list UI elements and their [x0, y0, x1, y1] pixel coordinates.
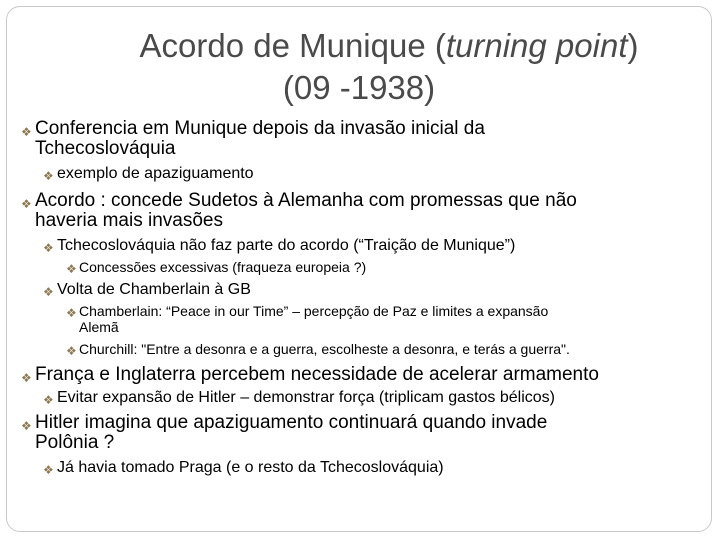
bullet-text: Hitler imagina que apaziguamento continuará quando invade	[35, 412, 548, 433]
bullet-text: Conferencia em Munique depois da invasão inicial da	[35, 118, 485, 139]
bullet-icon: ❖	[66, 262, 77, 276]
bullet-item	[66, 303, 549, 335]
title-line-2: (09 -1938)	[282, 69, 436, 106]
bullet-item	[21, 412, 548, 453]
bullet-icon: ❖	[21, 371, 32, 385]
bullet-item	[21, 190, 577, 231]
bullet-text-continued: Alemã	[79, 319, 119, 335]
bullet-text: Tchecoslováquia não faz parte do acordo (“Traição de Munique”)	[57, 237, 516, 254]
title-text-suffix: )	[627, 27, 639, 64]
bullet-text-continued: Tchecoslováquia	[35, 138, 176, 159]
bullet-item	[21, 118, 485, 159]
bullet-text: Concessões excessivas (fraqueza europeia ?)	[79, 259, 367, 275]
bullet-item	[43, 281, 251, 299]
slide	[6, 6, 712, 532]
bullet-icon: ❖	[66, 344, 77, 358]
bullet-text: Volta de Chamberlain à GB	[57, 281, 251, 298]
bullet-item	[21, 364, 599, 385]
bullet-text: Churchill: "Entre a desonra e a guerra, escolheste a desonra, e terás a guerra".	[79, 341, 570, 357]
bullet-item	[66, 341, 570, 358]
bullet-icon: ❖	[21, 197, 32, 211]
bullet-item	[43, 237, 516, 255]
bullet-text: Chamberlain: “Peace in our Time” – percepção de Paz e limites a expansão	[79, 303, 549, 319]
bullet-icon: ❖	[43, 393, 54, 407]
bullet-text-continued: haveria mais invasões	[35, 210, 223, 231]
bullet-text: Acordo : concede Sudetos à Alemanha com promessas que não	[35, 190, 577, 211]
bullet-icon: ❖	[43, 241, 54, 255]
title-line-1	[7, 25, 711, 67]
bullet-text: Evitar expansão de Hitler – demonstrar força (triplicam gastos bélicos)	[57, 389, 555, 406]
bullet-icon: ❖	[43, 463, 54, 477]
bullet-item	[43, 389, 555, 407]
bullet-icon: ❖	[21, 419, 32, 433]
bullet-item	[66, 259, 367, 276]
bullet-icon: ❖	[21, 125, 32, 139]
title-text: Acordo de Munique (	[139, 27, 446, 64]
bullet-item	[43, 459, 444, 477]
bullet-text: exemplo de apaziguamento	[57, 165, 254, 182]
bullet-text: França e Inglaterra percebem necessidade de acelerar armamento	[35, 364, 599, 385]
bullet-item	[43, 165, 254, 183]
bullet-icon: ❖	[43, 285, 54, 299]
bullet-text-continued: Polônia ?	[35, 432, 115, 453]
slide-title	[7, 25, 711, 109]
bullet-icon: ❖	[43, 169, 54, 183]
bullet-icon: ❖	[66, 306, 77, 320]
bullet-text: Já havia tomado Praga (e o resto da Tchecoslováquia)	[57, 459, 444, 476]
title-italic-text: turning point	[445, 27, 628, 64]
